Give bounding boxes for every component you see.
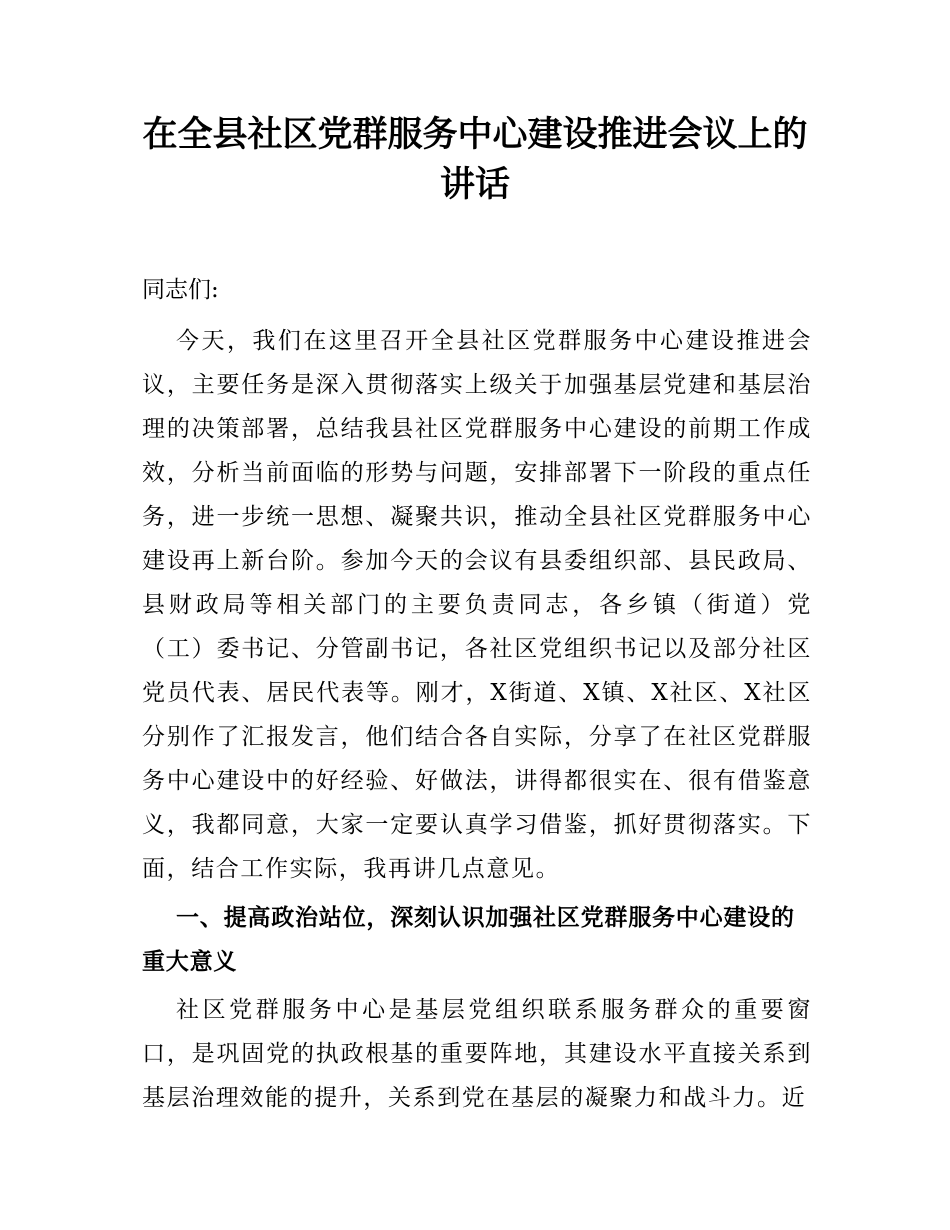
body-paragraph-section-1: 社区党群服务中心是基层党组织联系服务群众的重要窗口，是巩固党的执政根基的重要阵地，其建设水平直接关系到基层治理效能的提升，关系到党在基层的凝聚力和战斗力。近 <box>142 997 812 1111</box>
body-paragraph-intro: 今天，我们在这里召开全县社区党群服务中心建设推进会议，主要任务是深入贯彻落实上级关于加强基层党建和基层治理的决策部署，总结我县社区党群服务中心建设的前期工作成效，分析当前面临的形势与问题，安排部署下一阶段的重点任务，进一步统一思想、凝聚共识，推动全县社区党群服务中心建设再上新台阶。参加今天的会议有县委组织部、县民政局、县财政局等相关部门的主要负责同志，各乡镇（街道）党（工）委书记、分管副书记，各社区党组织书记以及部分社区党员代表、居民代表等。刚才，X街道、X镇、X社区、X社区分别作了汇报发言，他们结合各自实际，分享了在社区党群服务中心建设中的好经验、好做法，讲得都很实在、很有借鉴意义，我都同意，大家一定要认真学习借鉴，抓好贯彻落实。下面，结合工作实际，我再讲几点意见。 <box>142 328 812 882</box>
section-heading: 一、提高政治站位，深刻认识加强社区党群服务中心建设的重大意义 <box>142 905 795 975</box>
document-title: 在全县社区党群服务中心建设推进会议上的讲话 <box>142 114 808 205</box>
salutation: 同志们: <box>142 277 219 303</box>
